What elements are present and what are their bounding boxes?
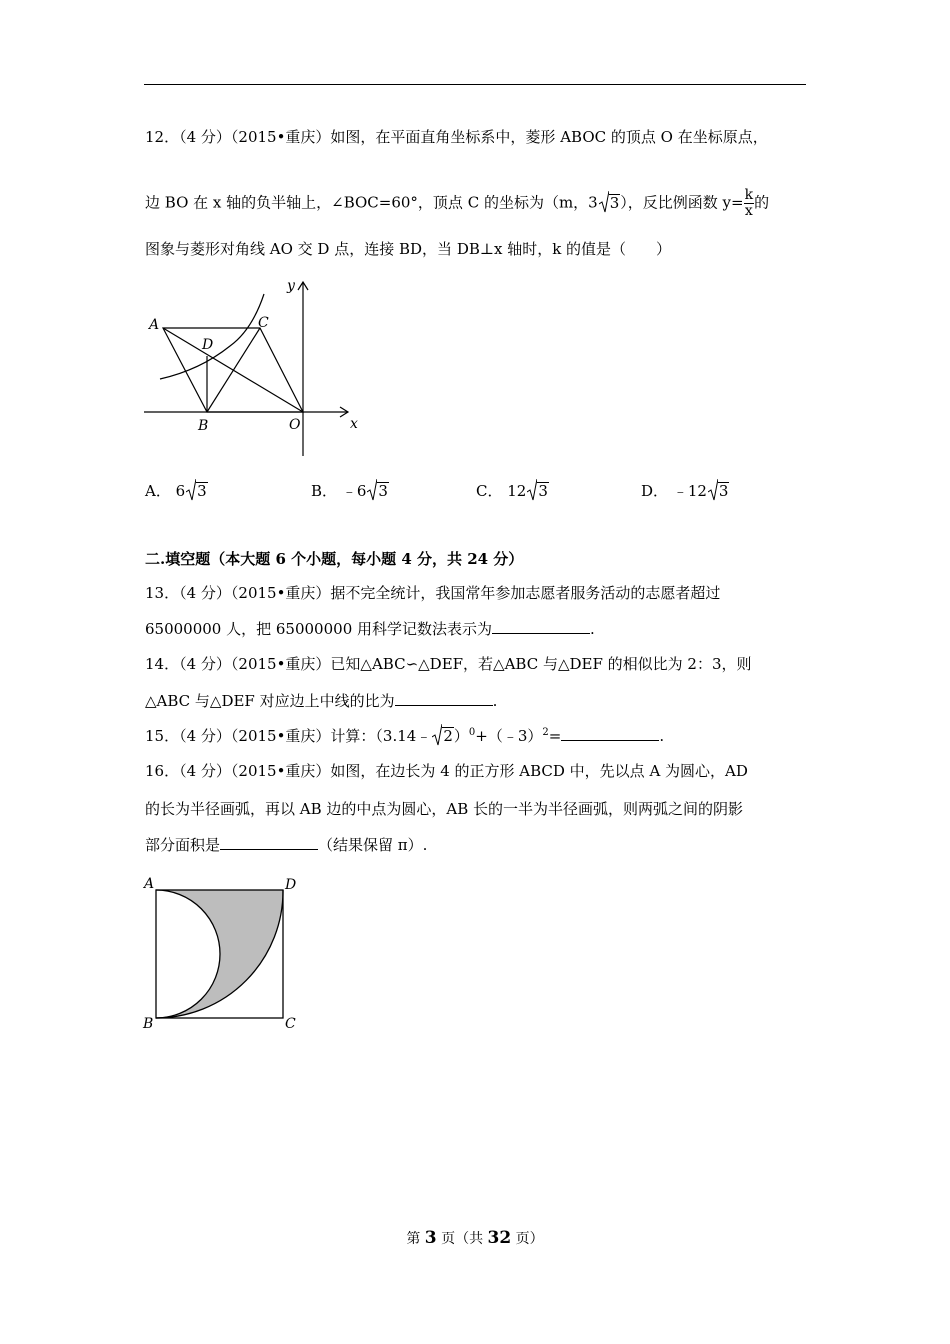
q12-line2-b: ），反比例函数 y= xyxy=(620,193,744,212)
q15-line: 15．（4 分）（2015•重庆）计算：（3.14﹣ 2）$^0$+（﹣3）$^2$= . xyxy=(145,725,664,746)
answer-blank-q13[interactable] xyxy=(492,621,590,634)
page-number: 3 xyxy=(424,1228,437,1248)
answer-blank-q15[interactable] xyxy=(561,728,659,741)
sqrt-3: 3 xyxy=(599,194,621,212)
label-a: A xyxy=(149,317,160,333)
label-c: C xyxy=(285,1016,296,1032)
option-a: A． 6 3 xyxy=(145,480,208,501)
fraction-k-over-x: $\frac{k}{x}$ xyxy=(744,187,754,219)
label-b: B xyxy=(198,418,209,434)
option-d: D． ﹣12 3 xyxy=(641,480,729,501)
label-x: x xyxy=(350,416,358,432)
page-footer: 第 3 页（共 32 页） xyxy=(406,1228,544,1248)
label-y: y xyxy=(287,278,295,294)
page-total: 32 xyxy=(487,1228,512,1248)
q14-line1: 14．（4 分）（2015•重庆）已知△ABC∽△DEF，若△ABC 与△DEF 的相似比为 2：3，则 xyxy=(145,655,752,673)
q12-line2-a: 边 BO 在 x 轴的负半轴上，∠BOC=60°，顶点 C 的坐标为（m，3 xyxy=(145,193,598,212)
q13-line2: 65000000 人，把 65000000 用科学记数法表示为 . xyxy=(145,620,595,638)
label-o: O xyxy=(289,417,301,433)
top-rule xyxy=(144,84,806,85)
q12-line2 xyxy=(145,188,769,219)
q14-line2: △ABC 与△DEF 对应边上中线的比为 . xyxy=(145,692,498,710)
q12-line3: 图象与菱形对角线 AO 交 D 点，连接 BD，当 DB⊥x 轴时，k 的值是（ ） xyxy=(145,240,672,258)
q16-line3: 部分面积是 （结果保留 π）. xyxy=(145,836,428,854)
sqrt-2: 2 xyxy=(432,727,454,745)
label-d: D xyxy=(202,337,214,353)
answer-blank-q16[interactable] xyxy=(220,837,318,850)
q12-figure xyxy=(140,272,370,462)
label-c: C xyxy=(258,315,269,331)
segment-bc xyxy=(207,328,260,412)
label-a: A xyxy=(144,876,155,892)
q12-line1: 12．（4 分）（2015•重庆）如图，在平面直角坐标系中，菱形 ABOC 的顶点 O 在坐标原点， xyxy=(145,128,768,146)
q16-line2: 的长为半径画弧，再以 AB 边的中点为圆心，AB 长的一半为半径画弧，则两弧之间的阴影 xyxy=(145,800,744,818)
q12-line2-c: 的 xyxy=(754,193,770,212)
label-b: B xyxy=(143,1016,154,1032)
q16-line1: 16．（4 分）（2015•重庆）如图，在边长为 4 的正方形 ABCD 中，先以点 A 为圆心，AD xyxy=(145,762,748,780)
q13-line1: 13．（4 分）（2015•重庆）据不完全统计，我国常年参加志愿者服务活动的志愿者超过 xyxy=(145,584,721,602)
answer-blank-q14[interactable] xyxy=(395,693,493,706)
section-heading: 二.填空题（本大题 6 个小题，每小题 4 分，共 24 分） xyxy=(145,550,524,568)
option-c: C． 12 3 xyxy=(476,480,549,501)
option-b: B． ﹣6 3 xyxy=(311,480,389,501)
label-d: D xyxy=(285,877,297,893)
q16-figure xyxy=(140,872,310,1032)
